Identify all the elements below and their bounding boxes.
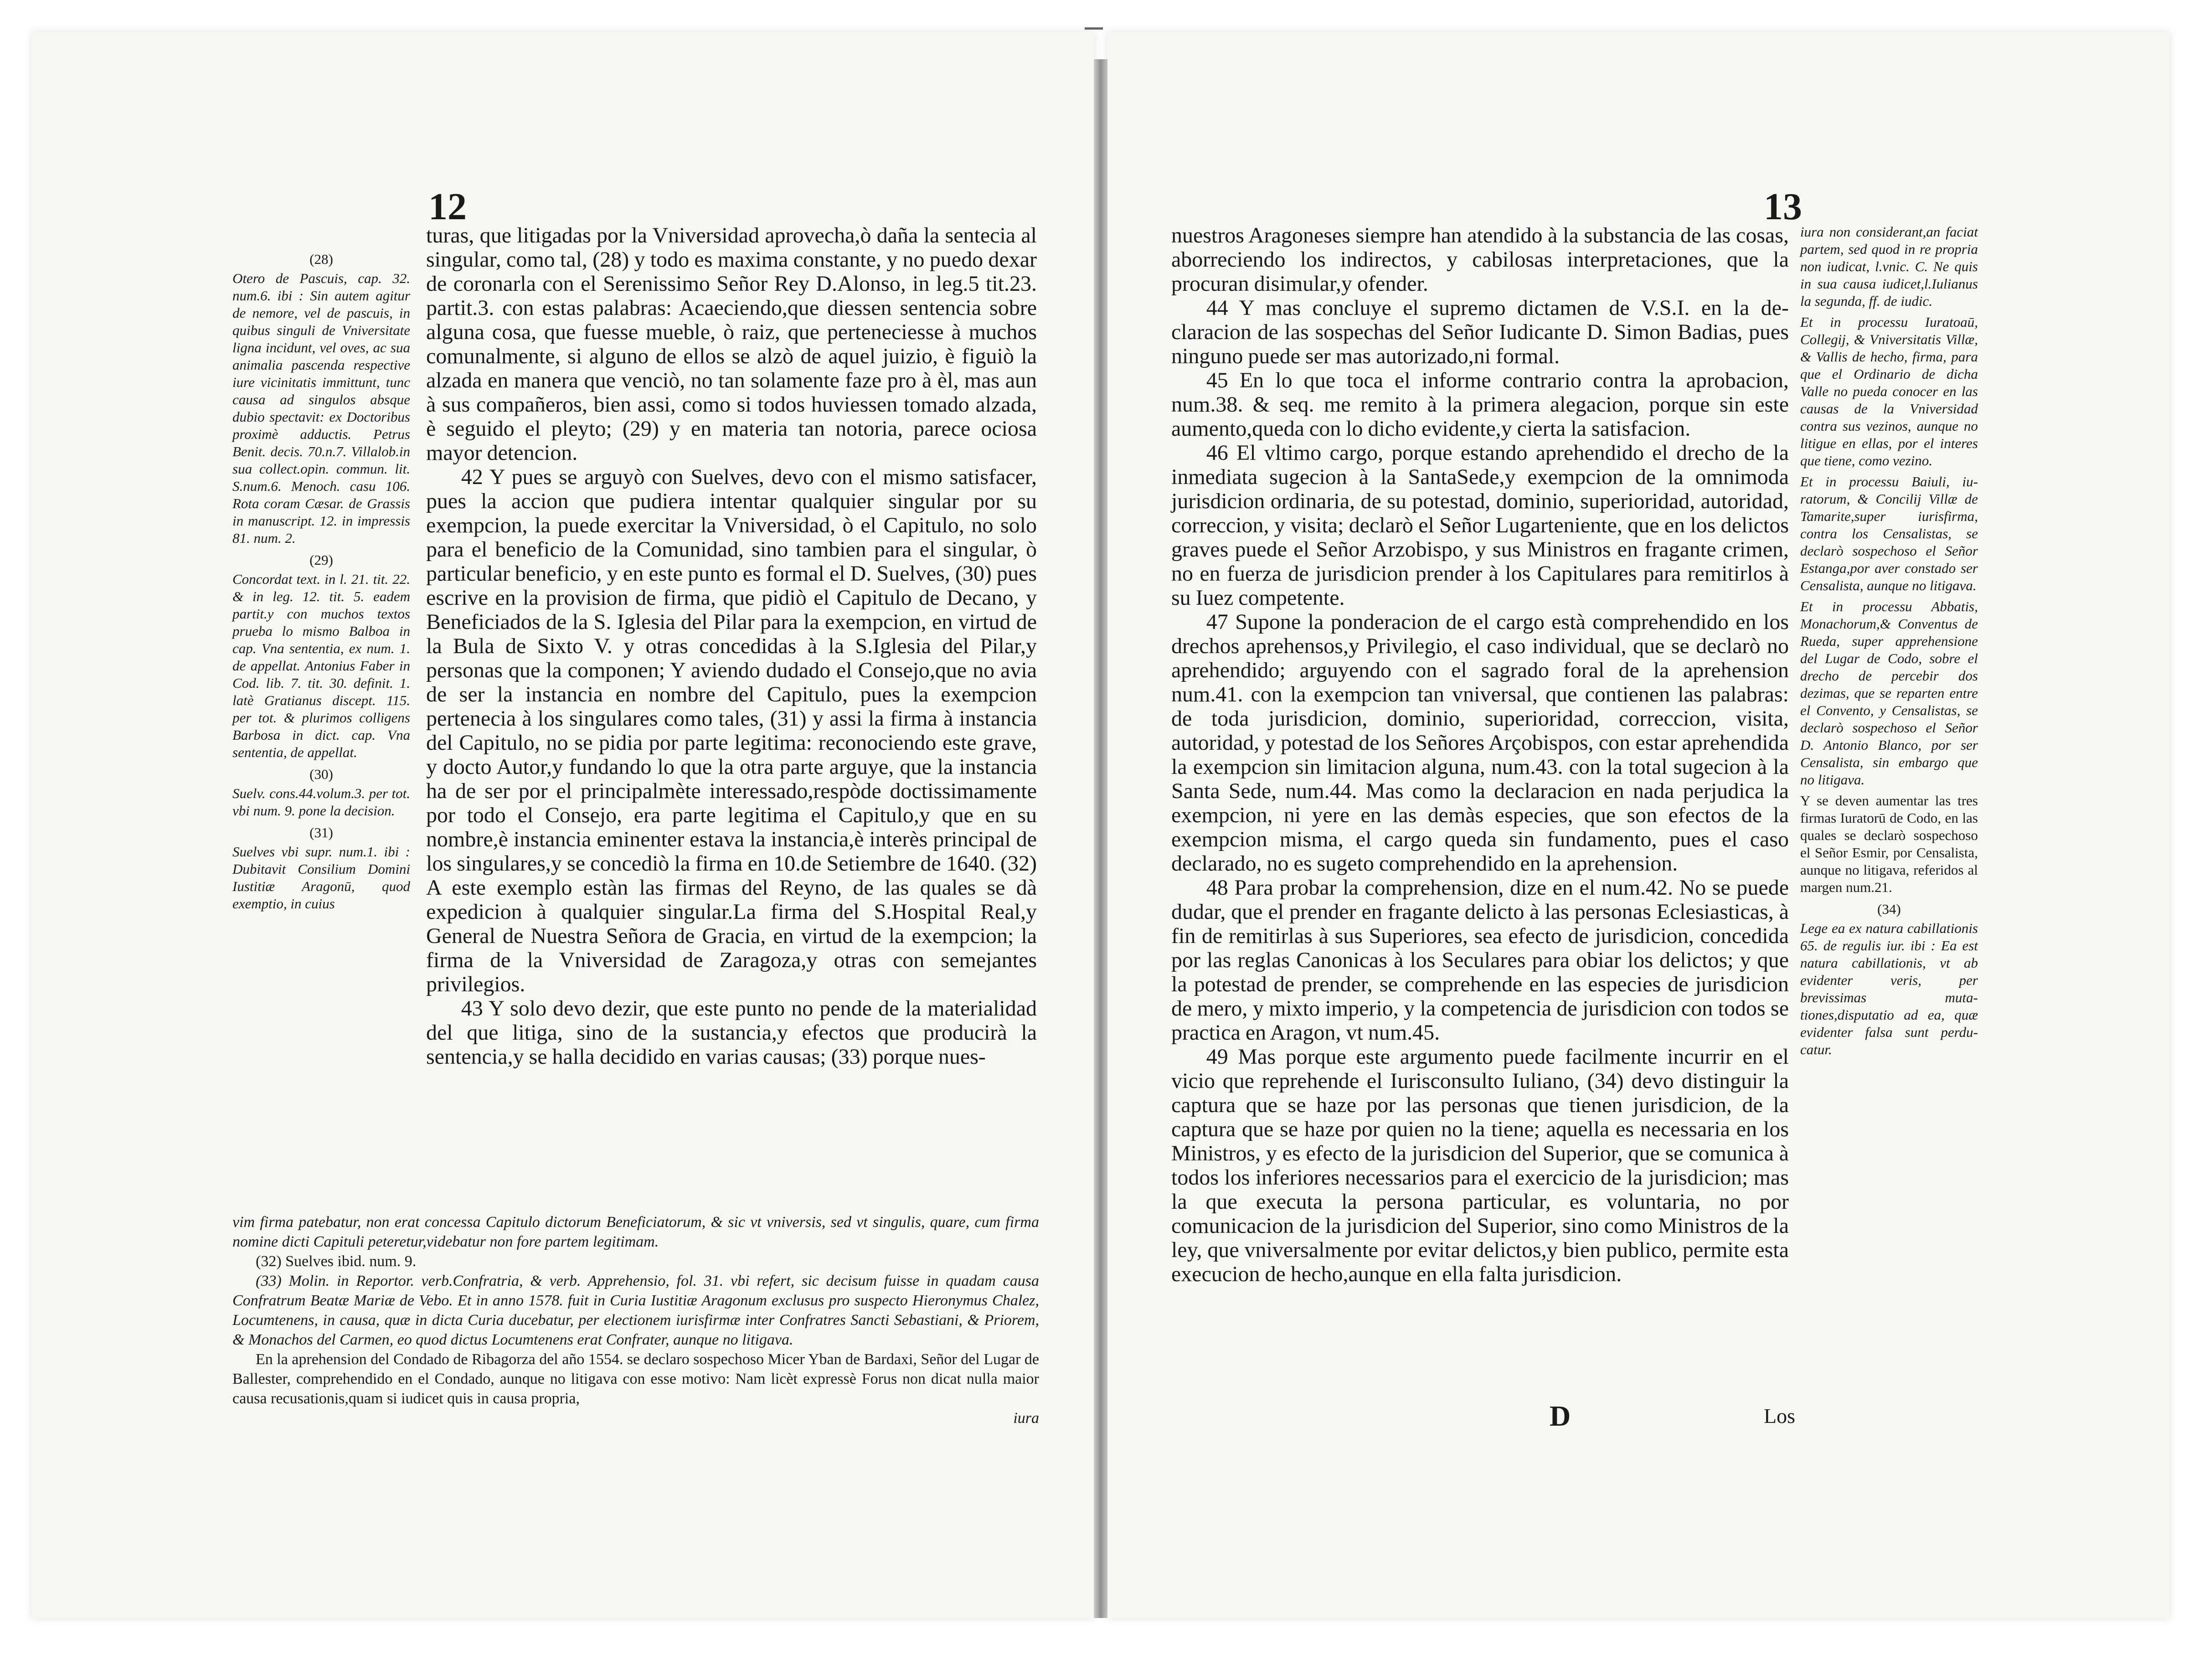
body-paragraph: 46 El vltimo cargo, porque estando aprehendido el drecho de la inmediata sugecion à la SantaSede,y exempcion de la omnimoda jurisdicion ordinaria, de su potestad, dominio, superioridad, autoridad, correccion, y visita; declarò el Señor Lugarteniente, que en los delictos graves puede el Señor Arzobispo, y sus Ministros en fragante crimen, no en fuerza de jurisdicion prender à los Capitulares para remitirlos à su Iuez competente. bbox=[1171, 441, 1789, 610]
margin-note: Concordat text. in l. 21. tit. 22. & in leg. 12. tit. 5. eadem partit.y con muchos textos prueba lo mismo Balboa in cap. Vna sententia, ex num. 1. de appellat. Antonius Faber in Cod. lib. 7. tit. 30. definit. 1. latè Gratianus discept. 115. per tot. & plurimos colligens Barbosa in dict. cap. Vna sententia, de appellat. bbox=[232, 571, 410, 760]
margin-notes bbox=[1800, 223, 1978, 1062]
top-dash-mark bbox=[1085, 27, 1103, 30]
footnotes bbox=[232, 1212, 1039, 1428]
margin-note: Et in processu Baiuli, iuratorum, & Concilij Villæ de Tamarite,super iurisfirma, contra los Censalistas, se declarò sospechoso el Señor Estanga,por aver constado ser Censalista, aunque no litigava. bbox=[1800, 474, 1978, 593]
body-paragraph: 45 En lo que toca el informe contrario contra la aprobacion, num.38. & seq. me remito à la primera alegacion, porque sin este aumento,queda con lo dicho evidente,y cierta la satisfacion. bbox=[1171, 368, 1789, 441]
margin-note-number: (30) bbox=[309, 766, 333, 782]
margin-note: Otero de Pascuis, cap. 32. num.6. ibi : Sin autem agitur de nemore, vel de pascuis, in quibus singuli de Vniversitate ligna incidunt, vel oves, ac sua animalia pascenda respective iure vicinitatis immittunt, tunc causa ad singulos absque dubio spectavit: ex Doctoribus proximè adductis. Petrus Benit. decis. 70.n.7. Villalob.in sua collect.opin. commun. lit. S.num.6. Menoch. casu 106. Rota coram Cæsar. de Grassis in manuscript. 12. in impressis 81. num. 2. bbox=[232, 270, 410, 546]
margin-note: Et in processu Abbatis, Monachorum,& Conventus de Rueda, super apprehensione del Lugar de Codo, sobre el drecho de percebir dos dezimas, que se reparten entre el Convento, y Censalistas, se declarò sospechoso el Señor D. Antonio Blanco, por ser Censalista, sin embargo que no litigava. bbox=[1800, 598, 1978, 788]
margin-note: Suelv. cons.44.volum.3. per tot. vbi num. 9. pone la decision. bbox=[232, 785, 410, 819]
catchword: iura bbox=[1013, 1410, 1039, 1427]
margin-note-number: (34) bbox=[1877, 901, 1901, 917]
footnote: vim firma patebatur, non erat concessa Capitulo dictorum Beneficiatorum, & sic vt vniversis, sed vt singulis, quare, cum firma nomine dicti Capituli peteretur,videbatur non fore partem legitimam. bbox=[232, 1214, 1039, 1250]
margin-notes bbox=[232, 246, 410, 916]
page-number: 12 bbox=[428, 186, 467, 228]
margin-note-number: (28) bbox=[309, 251, 333, 267]
margin-note: Suelves vbi supr. num.1. ibi : Dubitavit Consilium Domini Iustitiæ Aragonū, quod exemptio, in cuius bbox=[232, 844, 410, 912]
body-paragraph: 44 Y mas concluye el supremo dictamen de V.S.I. en la declaracion de las sospechas del Señor Iudicante D. Simon Badias, pues ninguno puede ser mas autorizado,ni formal. bbox=[1171, 296, 1789, 368]
margin-note: Lege ea ex natura cabillationis 65. de regulis iur. ibi : Ea est natura cabillationis, vt ab evidenter veris, per brevissimas mutationes,disputatio ad ea, quæ evidenter falsa sunt perducatur. bbox=[1800, 920, 1978, 1057]
margin-note-number: (31) bbox=[309, 825, 333, 840]
signature-mark: D bbox=[1550, 1400, 1571, 1432]
page-number: 13 bbox=[1764, 186, 1802, 228]
body-paragraph: 43 Y solo devo dezir, que este punto no pende de la materialidad del que litiga, sino de la sustancia,y efectos que producirà la sentencia,y se halla decidido en varias causas; (33) porque nues- bbox=[426, 996, 1037, 1069]
body-paragraph: nuestros Aragoneses siempre han atendido à la substancia de las cosas, aborreciendo los indirectos, y cabilosas interpretaciones, que la procuran disimular,y ofender. bbox=[1171, 223, 1789, 296]
body-paragraph: 48 Para probar la comprehension, dize en el num.42. No se puede dudar, que el prender en fragante delicto à las personas Eclesiasticas, à fin de remitirlas à sus Superiores, sea efecto de jurisdicion, concedida por las reglas Canonicas à los Seculares para obiar los delictos; y que la potestad de prender, se comprehende en las especies de jurisdicion de mero, y mixto imperio, y la competencia de jurisdicion con todos se practica en Aragon, vt num.45. bbox=[1171, 876, 1789, 1045]
main-text bbox=[1171, 223, 1789, 1286]
body-paragraph: 49 Mas porque este argumento puede facilmente incurrir en el vicio que reprehende el Iurisconsulto Iuliano, (34) devo distinguir la captura que se haze por las personas que tienen jurisdicion, de la captura que se haze por quien no la tiene; aquella es necessaria en los Ministros, y es efecto de la jurisdicion del Superior, que se comunica à todos los inferiores necessarios para el exercicio de la jurisdicion; mas la que executa la persona particular, es voluntaria, no por comunicacion de la jurisdicion del Superior, sino como Ministros de la ley, que vniversalmente por evitar delictos,y bien publico, permite esta execucion de hecho,aunque en ella falta jurisdicion. bbox=[1171, 1045, 1789, 1286]
body-paragraph: 42 Y pues se arguyò con Suelves, devo con el mismo satisfacer, pues la accion que pudiera intentar qualquier singular por su exempcion, la puede exercitar la Vniversidad, ò el Capitulo, no solo para el beneficio de la Comunidad, sino tambien para el singular, ò particular beneficio, y en este punto es formal el D. Suelves, (30) pues escrive en la provision de firma, que pidiò el Capitulo de Decano, y Beneficiados de la S. Iglesia del Pilar para la exempcion, en virtud de la Bula de Sixto V. y otras concedidas à la S.Iglesia del Pilar,y personas que la componen; Y aviendo dudado el Consejo,que no avia de ser la instancia en nombre del Capitulo, pues la exempcion pertenecia à los singulares como tales, (31) y assi la firma à instancia del Capitulo, no se pidia por parte legitima: reconociendo este grave, y docto Autor,y fundando lo que la otra parte arguye, que la instancia ha de ser por el principalmète interessado,respòde doctissimamente por todo el Consejo, era parte legitima el Capitulo,y que en su nombre,è instancia eminenter estava la instancia,è interès principal de los singulares,y se concediò la firma en 10.de Setiembre de 1640. (32) A este exemplo estàn las firmas del Reyno, de las quales se dà expedicion à qualquier singular.La firma del S.Hospital Real,y General de Nuestra Señora de Gracia, en virtud de la exempcion; la firma de la Vniversidad de Zaragoza,y otras con semejantes privilegios. bbox=[426, 465, 1037, 996]
body-paragraph: 47 Supone la ponderacion de el cargo està comprehendido en los drechos aprehensos,y Privilegio, el caso individual, que se declarò no aprehendido; arguyendo con el sagrado foral de la aprehension num.41. con la exempcion tan vniversal, que contienen las palabras: de toda jurisdicion, dominio, superioridad, correccion, visita, autoridad, y potestad de los Señores Arçobispos, con estar aprehendida la exempcion sin limitacion alguna, num.43. con la total sugecion à la Santa Sede, num.44. Mas como la declaracion en nada perjudica la exempcion, ni yere en las demàs especies, que son efectos de la exempcion misma, el cargo queda sin fundamento, pues el caso declarado, no es sugeto comprehendido en la aprehension. bbox=[1171, 610, 1789, 876]
right-page bbox=[1107, 32, 2169, 1618]
margin-note: Et in processu Iuratoaū, Collegij, & Vniversitatis Villæ, & Vallis de hecho, firma, para que el Ordinario de dicha Valle no pueda conocer en las causas de la Vniversidad contra sus vezinos, aunque no litigue en ellas, por el interes que tiene, como vezino. bbox=[1800, 314, 1978, 469]
catchword: Los bbox=[1764, 1404, 1795, 1427]
margin-note: iura non considerant,an faciat partem, sed quod in re propria non iudicat, l.vnic. C. Ne quis in sua causa iudicet,l.Iulianus la segunda, ff. de iudic. bbox=[1800, 224, 1978, 309]
footnote: En la aprehension del Condado de Ribagorza del año 1554. se declaro sospechoso Micer Yban de Bardaxi, Señor del Lugar de Ballester, comprehendido en el Condado, aunque no litigava con esse motivo: Nam licèt expressè Forus non dicat nulla maior causa recusationis,quam si iudicet quis in causa propria, bbox=[232, 1351, 1039, 1407]
footnote: (32) Suelves ibid. num. 9. bbox=[256, 1253, 417, 1270]
margin-note-number: (29) bbox=[309, 552, 333, 568]
body-paragraph: turas, que litigadas por la Vniversidad aprovecha,ò daña la sentecia al singular, como tal, (28) y todo es maxima constante, y no puedo dexar de coronarla con el Serenissimo Señor Rey D.Alonso, in leg.5 tit.23. partit.3. con estas palabras: Acaeciendo,que diessen sentencia sobre alguna cosa, que fuesse mueble, ò raiz, que perteneciesse à muchos comunalmente, si alguno de ellos se alzò de aquel juizio, è figuiò la alzada en manera que venciò, no tan solamente faze pro à èl, mas aun à sus compañeros, bien assi, como si todos huviessen tomado alzada, è seguido el pleyto; (29) y en materia tan notoria, parece ociosa mayor detencion. bbox=[426, 223, 1037, 465]
book-gutter bbox=[1094, 59, 1107, 1618]
main-text bbox=[426, 223, 1037, 1069]
margin-note: Y se deven aumentar las tres firmas Iuratorū de Codo, en las quales se declarò sospechoso el Señor Esmir, por Censalista, aunque no litigava, referidos al margen num.21. bbox=[1800, 793, 1978, 895]
footnote: (33) Molin. in Reportor. verb.Confratria, & verb. Apprehensio, fol. 31. vbi refert, sic decisum fuisse in quadam causa Confratrum Beatæ Mariæ de Vebo. Et in anno 1578. fuit in Curia Iustitiæ Aragonum exclusus pro suspecto Hieronymus Chalez, Locumtenens, in causa, quæ in dicta Curia ducebatur, per electionem iurisfirmæ inter Confratres Sancti Sebastiani, & Priorem, & Monachos del Carmen, eo quod dictus Locumtenens erat Confrater, aunque no litigava. bbox=[232, 1273, 1039, 1348]
left-page bbox=[32, 32, 1094, 1618]
